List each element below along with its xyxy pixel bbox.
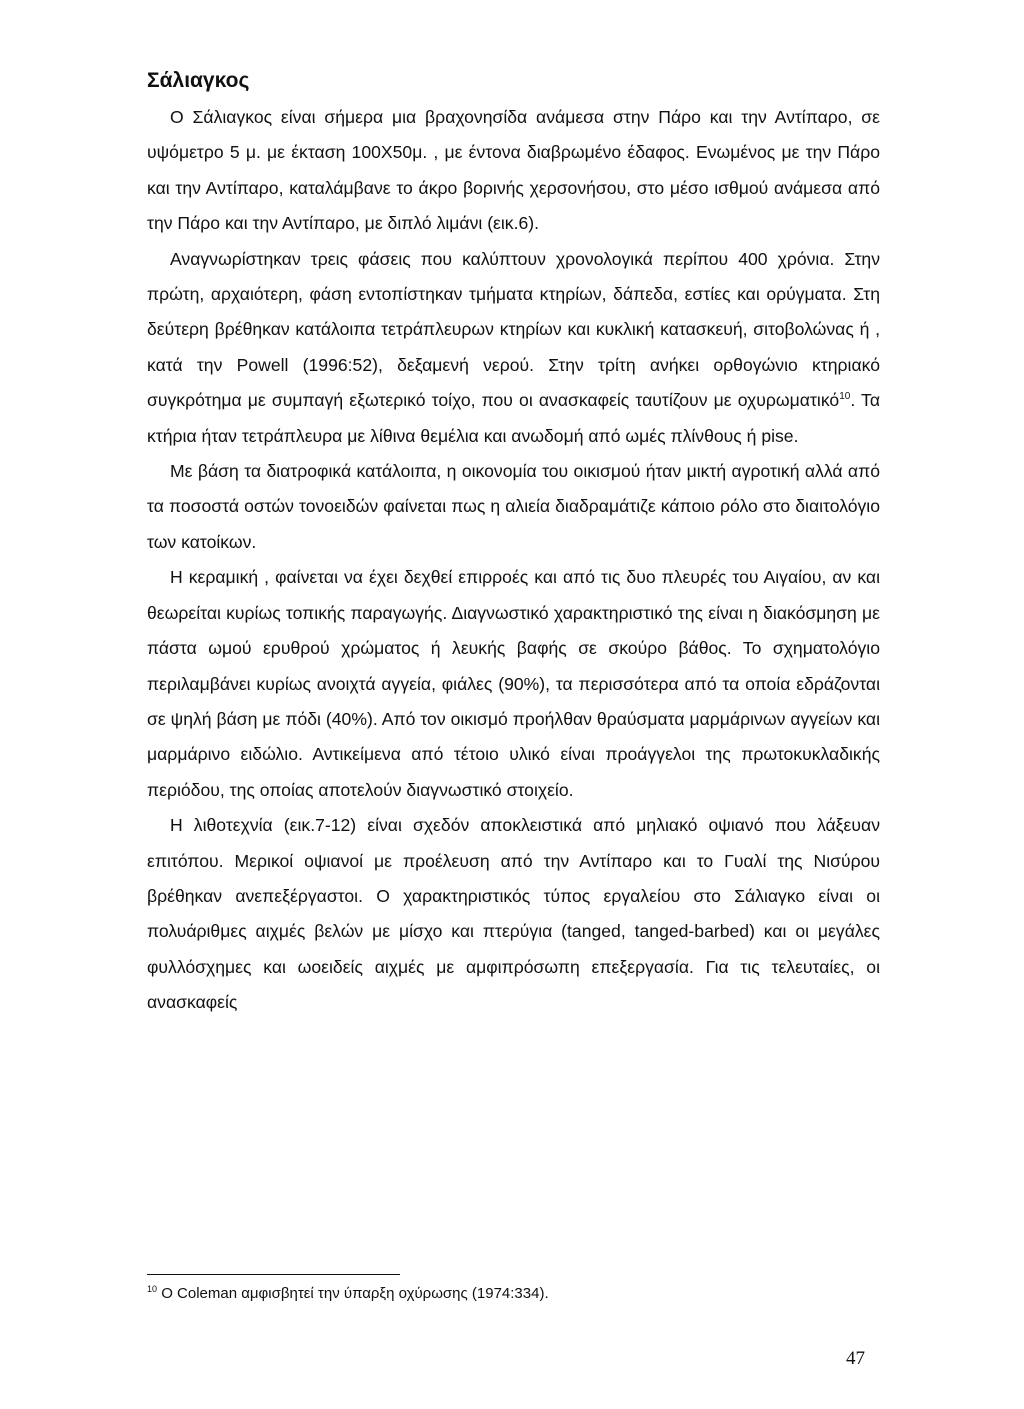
paragraph-pottery: Η κεραμική , φαίνεται να έχει δεχθεί επιρροές και από τις δυο πλευρές του Αιγαίου, αν και θεωρείται κυρίως τοπικής παραγωγής. Διαγνωστικό χαρακτηριστικό της είναι η διακόσμηση με πάστα ωμού ερυθρού χρώματος ή λευκής βαφής σε σκούρο βάθος. Το σχηματολόγιο περιλαμβάνει κυρίως ανοιχτά αγγεία, φιάλες (90%), τα περισσότερα από τα οποία εδράζονται σε ψηλή βάση με πόδι (40%). Από τον οικισμό προήλθαν θραύσματα μαρμάρινων αγγείων και μαρμάρινο ειδώλιο. Αντικείμενα από τέτοιο υλικό είναι προάγγελοι της πρωτοκυκλαδικής περιόδου, της οποίας αποτελούν διαγνωστικό στοιχείο. [147,567,880,800]
footnote-separator [147,1274,400,1275]
footnote [147,1284,549,1304]
paragraph-phases-text: Αναγνωρίστηκαν τρεις φάσεις που καλύπτουν χρονολογικά περίπου 400 χρόνια. Στην πρώτη, αρχαιότερη, φάση εντοπίστηκαν τμήματα κτηρίων, δάπεδα, εστίες και ορύγματα. Στη δεύτερη βρέθηκαν κατάλοιπα τετράπλευρων κτηρίων και κυκλική κατασκευή, σιτοβολώνας ή , κατά την Powell (1996:52), δεξαμενή νερού. Στην τρίτη ανήκει ορθογώνιο κτηριακό συγκρότημα με συμπαγή εξωτερικό τοίχο, που οι ανασκαφείς ταυτίζουν με οχυρωματικό [147,248,880,411]
page-number: 47 [846,1348,865,1369]
footnote-number: 10 [147,1284,158,1294]
footnote-text: Ο Coleman αμφισβητεί την ύπαρξη οχύρωσης (1974:334). [161,1285,549,1302]
footnote-reference[interactable]: 10 [839,391,851,403]
paragraph-phases [147,242,880,454]
paragraph-phases-text-continued: . Τα κτήρια ήταν τετράπλευρα με λίθινα θεμέλια και ανωδομή από ωμές πλίνθους ή pise. [147,390,880,446]
section-heading: Σάλιαγκος [147,69,250,92]
paragraph-lithics: Η λιθοτεχνία (εικ.7-12) είναι σχεδόν αποκλειστικά από μηλιακό οψιανό που λάξευαν επιτόπου. Μερικοί οψιανοί με προέλευση από την Αντίπαρο και το Γυαλί της Νισύρου βρέθηκαν ανεπεξέργαστοι. Ο χαρακτηριστικός τύπος εργαλείου στο Σάλιαγκο είναι οι πολυάριθμες αιχμές βελών με μίσχο και πτερύγια (tanged, tanged-barbed) και οι μεγάλες φυλλόσχημες και ωοειδείς αιχμές με αμφιπρόσωπη επεξεργασία. Για τις τελευταίες, οι ανασκαφείς [147,815,880,1013]
paragraph-location: Ο Σάλιαγκος είναι σήμερα μια βραχονησίδα ανάμεσα στην Πάρο και την Αντίπαρο, σε υψόμετρο 5 μ. με έκταση 100Χ50μ. , με έντονα διαβρωμένο έδαφος. Ενωμένος με την Πάρο και την Αντίπαρο, καταλάμβανε το άκρο βορινής χερσονήσου, στο μέσο ισθμού ανάμεσα από την Πάρο και την Αντίπαρο, με διπλό λιμάνι (εικ.6). [147,107,880,234]
paragraph-economy: Με βάση τα διατροφικά κατάλοιπα, η οικονομία του οικισμού ήταν μικτή αγροτική αλλά από τα ποσοστά οστών τονοειδών φαίνεται πως η αλιεία διαδραμάτιζε κάποιο ρόλο στο διαιτολόγιο των κατοίκων. [147,461,880,552]
page-body [147,66,880,1021]
